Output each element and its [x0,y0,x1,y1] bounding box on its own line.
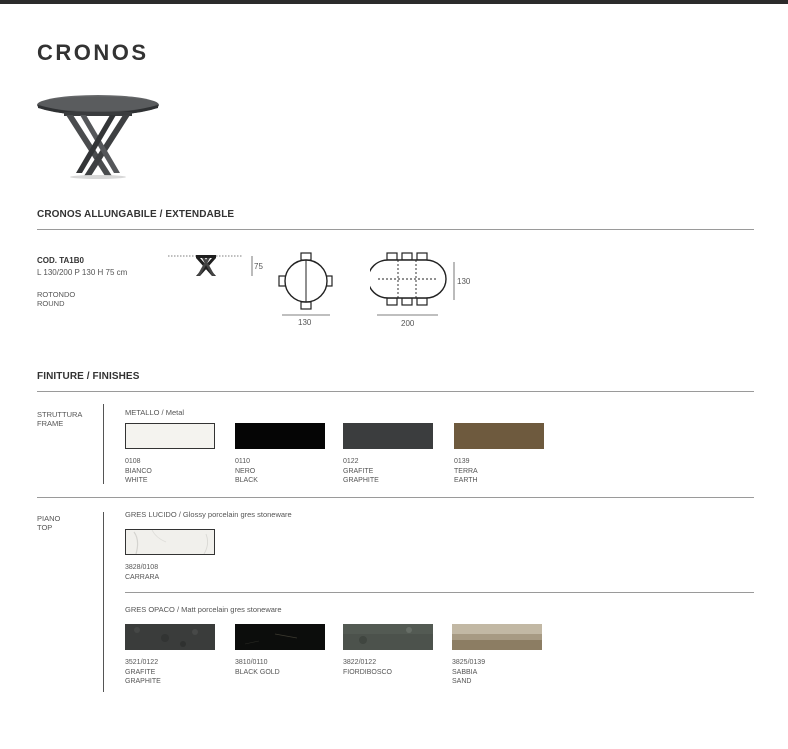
section-divider [37,229,754,230]
round-width-dimension: 130 [298,318,312,327]
swatch-sand[interactable] [452,624,542,650]
stone-texture-pattern [235,624,325,650]
swatch-label: 3822/0122 FIORDIBOSCO [343,659,393,676]
swatch-label: 3810/0110 BLACK GOLD [235,659,280,676]
finishes-heading: FINITURE / FINISHES [37,371,140,382]
matt-group-label: GRES OPACO / Matt porcelain gres stoneware [125,605,282,614]
stone-texture-pattern [452,624,542,650]
top-border [0,0,788,4]
frame-divider [103,404,104,484]
depth-dimension: 130 [457,277,471,286]
swatch-label: 0108 BIANCO WHITE [125,458,152,484]
table-product-image [36,93,160,179]
round-plan-drawing [278,252,334,318]
side-elevation-drawing [168,252,266,282]
subsection-divider [125,592,754,593]
extended-width-dimension: 200 [401,319,415,328]
swatch-label: 3825/0139 SABBIA SAND [452,659,486,685]
top-divider [103,512,104,692]
top-label-it: PIANO [37,514,61,523]
shape-label-en: ROUND [37,299,65,308]
frame-group-label: METALLO / Metal [125,408,185,417]
swatch-black-gold[interactable] [235,624,325,650]
swatch-label: 0122 GRAFITE GRAPHITE [343,458,379,484]
swatch-label: 3521/0122 GRAFITE GRAPHITE [125,659,161,685]
product-size: L 130/200 P 130 H 75 cm [37,268,128,277]
section-divider [37,497,754,498]
stone-texture-pattern [343,624,433,650]
swatch-label: 0139 TERRA EARTH [454,458,478,484]
swatch-black[interactable] [235,423,325,449]
swatch-fiordibosco[interactable] [343,624,433,650]
swatch-graphite[interactable] [343,423,433,449]
glossy-group-label: GRES LUCIDO / Glossy porcelain gres stoneware [125,510,292,519]
swatch-label: 0110 NERO BLACK [235,458,258,484]
frame-label-en: FRAME [37,419,64,428]
stone-texture-pattern [125,624,215,650]
top-label-en: TOP [37,523,53,532]
section-divider [37,391,754,392]
swatch-grafite-stone[interactable] [125,624,215,650]
page-title: CRONOS [37,40,149,65]
shape-label-it: ROTONDO [37,290,76,299]
product-code: COD. TA1B0 [37,256,84,265]
swatch-earth[interactable] [454,423,544,449]
swatch-white[interactable] [125,423,215,449]
swatch-carrara[interactable] [125,529,215,555]
swatch-label: 3828/0108 CARRARA [125,564,160,581]
height-dimension: 75 [254,262,263,271]
marble-veins-pattern [126,530,215,555]
frame-label-it: STRUTTURA [37,410,83,419]
extendable-heading: CRONOS ALLUNGABILE / EXTENDABLE [37,209,235,220]
